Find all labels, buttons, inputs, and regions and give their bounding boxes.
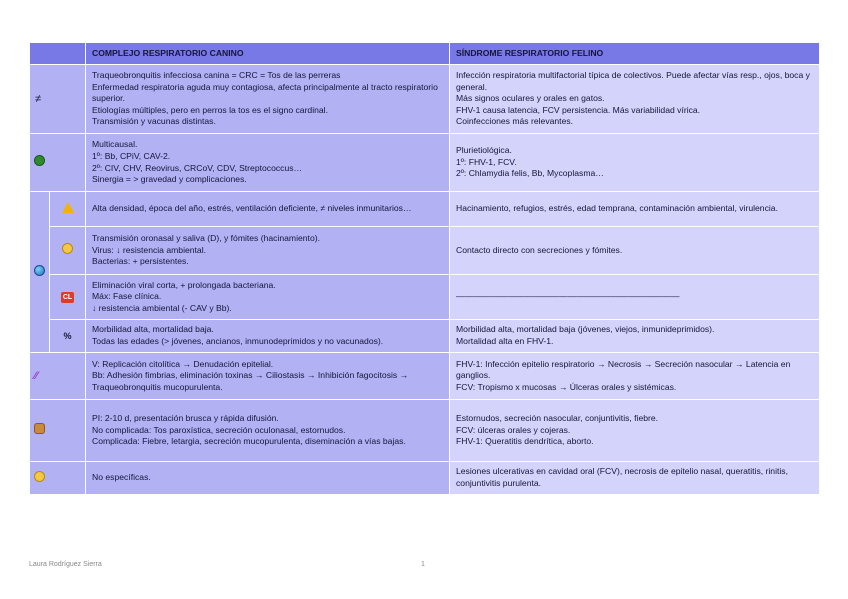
- lesiones-felino: Lesiones ulcerativas en cavidad oral (FCV), necrosis de epitelio nasal, queratitis, rinitis, conjuntivitis purulenta.: [450, 462, 820, 495]
- sick-face-icon: [30, 462, 86, 495]
- row-patogenia: [30, 353, 820, 400]
- globe-icon: [30, 192, 50, 353]
- footer-page-number: 1: [421, 561, 425, 568]
- signos-felino: Estornudos, secreción nasocular, conjuntivitis, fiebre. FCV: úlceras orales y cojeras. FHV-1: Queratitis dendrítica, aborto.: [450, 400, 820, 462]
- dog-icon: [30, 400, 86, 462]
- row-epidemiologia: [30, 320, 820, 353]
- patogenia-felino: FHV-1: Infección epitelio respiratorio → Necrosis → Secreción nasocular → Latencia en ganglios. FCV: Tropismo x mucosas → Úlceras orales y sistémicas.: [450, 353, 820, 400]
- definicion-felino: Infección respiratoria multifactorial típica de colectivos. Puede afectar vías resp., ojos, boca y general. Más signos oculares y orales en gatos. FHV-1 causa latencia, FCV persistencia. Más variabilidad vírica. Coinfecciones más relevantes.: [450, 65, 820, 134]
- transmision-canino: Transmisión oronasal y saliva (D), y fómites (hacinamiento). Virus: ↓ resistencia ambiental. Bacterias: + persistentes.: [86, 227, 450, 275]
- dog-glyph: [34, 423, 45, 434]
- green-virus-dot: [34, 155, 45, 166]
- header-icon-cell: [30, 43, 86, 65]
- header-canino: COMPLEJO RESPIRATORIO CANINO: [86, 43, 450, 65]
- virus-icon: [30, 134, 86, 192]
- not-equal-symbol: ≠: [35, 92, 42, 105]
- warning-triangle: [62, 202, 74, 213]
- definicion-canino: Traqueobronquitis infecciosa canina = CRC = Tos de las perreras Enfermedad respiratoria aguda muy contagiosa, afecta principalmente al tracto respiratorio superior. Etiologías múltiples, pero en perros la tos es el signo cardinal. Transmisión y vacunas distintas.: [86, 65, 450, 134]
- etiologia-felino: Plurietiológica. 1º: FHV-1, FCV. 2º: Chlamydia felis, Bb, Mycoplasma…: [450, 134, 820, 192]
- epidemiologia-canino: Morbilidad alta, mortalidad baja. Todas las edades (> jóvenes, ancianos, inmunodeprimidos y no vacunados).: [86, 320, 450, 353]
- header-row: [30, 43, 820, 65]
- clinica-felino: ——————————————————————————: [450, 275, 820, 320]
- row-definicion: [30, 65, 820, 134]
- cl-badge: CL: [62, 294, 73, 301]
- percent-icon: [50, 320, 86, 353]
- comparison-table: [29, 42, 820, 495]
- row-lesiones: [30, 462, 820, 495]
- dna-glyph: ⁄⁄: [34, 369, 38, 382]
- not-equal-icon: [30, 65, 86, 134]
- factores-canino: Alta densidad, época del año, estrés, ventilación deficiente, ≠ niveles inmunitarios…: [86, 192, 450, 227]
- sick-face-dot: [34, 471, 45, 482]
- row-signos: [30, 400, 820, 462]
- footer-author: Laura Rodríguez Sierra: [29, 561, 102, 568]
- dna-icon: [30, 353, 86, 400]
- cl-icon: [50, 275, 86, 320]
- row-etiologia: [30, 134, 820, 192]
- clinica-canino: Eliminación viral corta, + prolongada bacteriana. Máx: Fase clínica. ↓ resistencia ambiental (- CAV y Bb).: [86, 275, 450, 320]
- transmision-felino: Contacto directo con secreciones y fómites.: [450, 227, 820, 275]
- header-felino: SÍNDROME RESPIRATORIO FELINO: [450, 43, 820, 65]
- signos-canino: PI: 2-10 d, presentación brusca y rápida difusión. No complicada: Tos paroxística, secreción oculonasal, estornudos. Complicada: Fiebre, letargia, secreción mucopurulenta, diseminación a vías bajas.: [86, 400, 450, 462]
- patogenia-canino: V: Replicación citolítica → Denudación epitelial. Bb: Adhesión fimbrias, eliminación toxinas → Ciliostasis → Inhibición fagocitosis → Traqueobronquitis mucopurulenta.: [86, 353, 450, 400]
- warning-icon: [50, 192, 86, 227]
- globe-dot: [34, 265, 45, 276]
- percent-symbol: %: [63, 330, 72, 341]
- row-factores: [30, 192, 820, 227]
- lesiones-canino: No específicas.: [86, 462, 450, 495]
- epidemiologia-felino: Morbilidad alta, mortalidad baja (jóvenes, viejos, inmunideprimidos). Mortalidad alta en FHV-1.: [450, 320, 820, 353]
- row-clinica: [30, 275, 820, 320]
- sneeze-face-dot: [62, 243, 73, 254]
- etiologia-canino: Multicausal. 1º: Bb, CPiV, CAV-2. 2º: CIV, CHV, Reovirus, CRCoV, CDV, Streptococcus… Sinergia = > gravedad y complicaciones.: [86, 134, 450, 192]
- row-transmision: [30, 227, 820, 275]
- factores-felino: Hacinamiento, refugios, estrés, edad temprana, contaminación ambiental, virulencia.: [450, 192, 820, 227]
- sneeze-face-icon: [50, 227, 86, 275]
